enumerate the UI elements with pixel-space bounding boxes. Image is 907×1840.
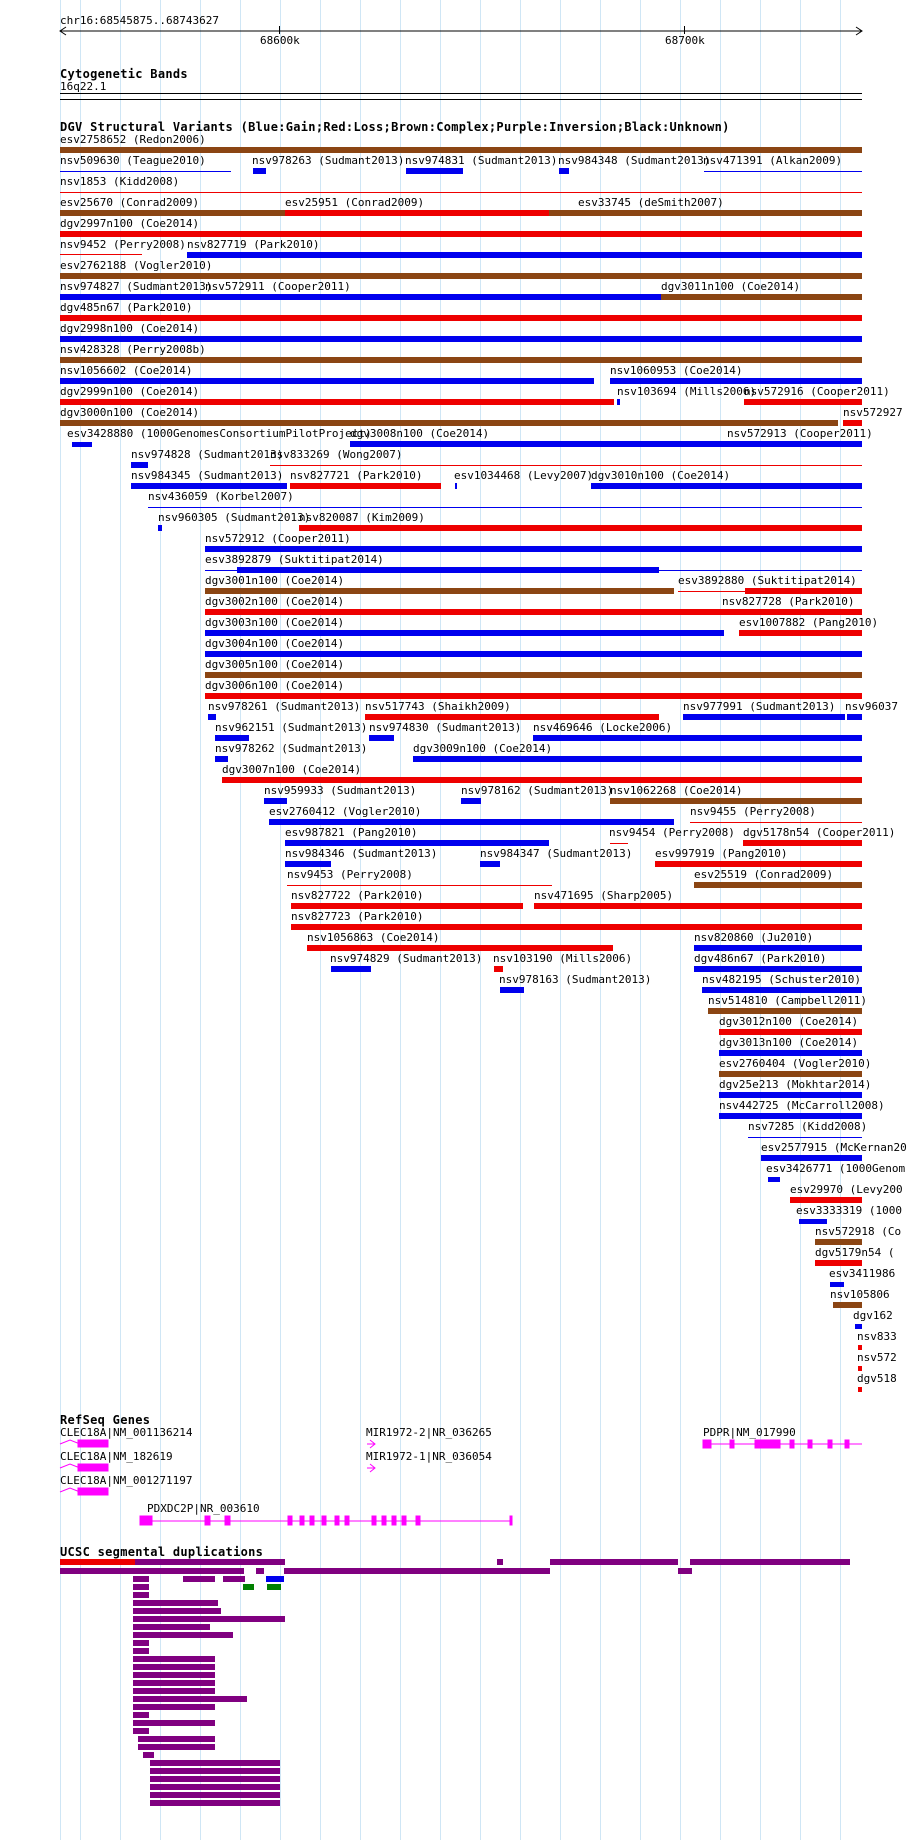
variant-bar[interactable] — [269, 819, 674, 825]
variant-bar[interactable] — [743, 840, 862, 846]
variant-label: dgv3000n100 (Coe2014) — [60, 406, 200, 419]
variant-bar[interactable] — [60, 420, 838, 426]
variant-label: nsv9453 (Perry2008) — [287, 868, 413, 881]
variant-label: esv2760412 (Vogler2010) — [269, 805, 422, 818]
variant-label: dgv162 — [853, 1309, 893, 1322]
segdup-block[interactable] — [550, 1559, 678, 1565]
variant-label: nsv959933 (Sudmant2013) — [264, 784, 417, 797]
variant-bar[interactable] — [205, 546, 862, 552]
segdup-block[interactable] — [60, 1568, 240, 1574]
segdup-block[interactable] — [133, 1680, 215, 1686]
variant-label: esv3426771 (1000Genom — [766, 1162, 906, 1175]
variant-bar[interactable] — [533, 735, 862, 741]
variant-bar[interactable] — [60, 192, 862, 193]
variant-label: nsv572913 (Cooper2011) — [727, 427, 873, 440]
variant-label: nsv820860 (Ju2010) — [694, 931, 814, 944]
segdup-block[interactable] — [133, 1688, 215, 1694]
variant-label: nsv984348 (Sudmant2013) — [558, 154, 711, 167]
variant-label: dgv5179n54 ( — [815, 1246, 895, 1259]
gene-label: PDPR|NM_017990 — [703, 1426, 796, 1439]
variant-label: dgv3013n100 (Coe2014) — [719, 1036, 859, 1049]
variant-label: nsv1060953 (Coe2014) — [610, 364, 743, 377]
segdup-block[interactable] — [138, 1744, 215, 1750]
variant-label: nsv7285 (Kidd2008) — [748, 1120, 868, 1133]
segdup-block[interactable] — [150, 1768, 280, 1774]
variant-label: dgv3009n100 (Coe2014) — [413, 742, 553, 755]
variant-label: esv3892879 (Suktitipat2014) — [205, 553, 384, 566]
variant-label: dgv2999n100 (Coe2014) — [60, 385, 200, 398]
segdup-block[interactable] — [133, 1640, 149, 1646]
variant-label: esv1007882 (Pang2010) — [739, 616, 879, 629]
variant-label: esv2758652 (Redon2006) — [60, 133, 206, 146]
variant-label: esv3333319 (1000 — [796, 1204, 902, 1217]
variant-bar[interactable] — [205, 630, 724, 636]
segdup-block[interactable] — [133, 1704, 215, 1710]
segdup-block[interactable] — [678, 1568, 692, 1574]
variant-label: dgv3005n100 (Coe2014) — [205, 658, 345, 671]
variant-label: nsv572918 (Co — [815, 1225, 902, 1238]
variant-bar[interactable] — [369, 735, 394, 741]
variant-bar[interactable] — [500, 987, 524, 993]
variant-label: nsv827719 (Park2010) — [187, 238, 320, 251]
segdup-block[interactable] — [150, 1784, 280, 1790]
variant-bar[interactable] — [830, 1282, 844, 1287]
variant-bar[interactable] — [60, 399, 614, 405]
segdup-block[interactable] — [133, 1616, 285, 1622]
variant-label: nsv978262 (Sudmant2013) — [215, 742, 368, 755]
variant-bar[interactable] — [350, 441, 728, 447]
variant-bar[interactable] — [858, 1387, 862, 1392]
variant-bar[interactable] — [253, 168, 266, 174]
variant-label: nsv9452 (Perry2008) — [60, 238, 186, 251]
variant-bar[interactable] — [158, 525, 162, 531]
variant-bar[interactable] — [60, 336, 862, 342]
variant-bar[interactable] — [205, 609, 724, 615]
variant-label: nsv105806 — [830, 1288, 890, 1301]
variant-bar[interactable] — [719, 1071, 862, 1077]
variant-label: dgv3003n100 (Coe2014) — [205, 616, 345, 629]
variant-bar[interactable] — [719, 1113, 862, 1119]
segdup-block[interactable] — [135, 1559, 285, 1565]
variant-label: nsv572912 (Cooper2011) — [205, 532, 351, 545]
variant-bar[interactable] — [722, 609, 862, 615]
variant-bar[interactable] — [655, 861, 862, 867]
variant-label: esv25951 (Conrad2009) — [285, 196, 425, 209]
variant-bar[interactable] — [205, 693, 862, 699]
variant-label: nsv471695 (Sharp2005) — [534, 889, 674, 902]
variant-bar[interactable] — [694, 882, 862, 888]
segdup-block[interactable] — [133, 1600, 218, 1606]
variant-bar[interactable] — [285, 210, 549, 216]
variant-bar[interactable] — [187, 252, 862, 258]
variant-label: dgv3001n100 (Coe2014) — [205, 574, 345, 587]
variant-label: esv25670 (Conrad2009) — [60, 196, 200, 209]
variant-label: nsv974830 (Sudmant2013) — [369, 721, 522, 734]
refseq-track-title[interactable]: RefSeq Genes — [60, 1413, 151, 1427]
variant-label: nsv978261 (Sudmant2013) — [208, 700, 361, 713]
variant-bar[interactable] — [285, 861, 331, 867]
variant-bar[interactable] — [60, 273, 862, 279]
variant-label: nsv833269 (Wong2007) — [270, 448, 403, 461]
variant-bar[interactable] — [790, 1197, 862, 1203]
segdup-block[interactable] — [133, 1592, 149, 1598]
segdup-block[interactable] — [133, 1576, 149, 1582]
variant-label: dgv3004n100 (Coe2014) — [205, 637, 345, 650]
variant-label: nsv103190 (Mills2006) — [493, 952, 633, 965]
variant-bar[interactable] — [744, 399, 862, 405]
tick-label-68700k: 68700k — [665, 34, 705, 47]
variant-label: nsv977991 (Sudmant2013) — [683, 700, 836, 713]
variant-bar[interactable] — [455, 483, 457, 489]
variant-label: nsv974827 (Sudmant2013) — [60, 280, 213, 293]
segdup-block[interactable] — [60, 1559, 135, 1565]
variant-bar[interactable] — [719, 1050, 862, 1056]
variant-bar[interactable] — [727, 441, 862, 447]
segdup-block[interactable] — [133, 1648, 149, 1654]
segdup-block[interactable] — [150, 1760, 280, 1766]
variant-label: nsv428328 (Perry2008b) — [60, 343, 206, 356]
cytoband-bar-bottom — [60, 99, 862, 100]
segdup-block[interactable] — [150, 1776, 280, 1782]
variant-bar[interactable] — [694, 966, 862, 972]
variant-bar[interactable] — [858, 1345, 862, 1350]
variant-bar[interactable] — [559, 168, 569, 174]
cytoband-track-title[interactable]: Cytogenetic Bands — [60, 67, 188, 81]
variant-label: nsv827723 (Park2010) — [291, 910, 424, 923]
variant-bar[interactable] — [719, 1092, 862, 1098]
segdup-block[interactable] — [284, 1568, 550, 1574]
segdup-block[interactable] — [133, 1584, 149, 1590]
variant-bar[interactable] — [287, 885, 552, 886]
position-label: chr16:68545875..68743627 — [60, 14, 219, 27]
variant-bar[interactable] — [131, 483, 287, 489]
tick-label-68600k: 68600k — [260, 34, 300, 47]
variant-label: nsv984345 (Sudmant2013) — [131, 469, 284, 482]
segdup-block[interactable] — [133, 1608, 221, 1614]
segdup-block[interactable] — [690, 1559, 850, 1565]
variant-bar[interactable] — [60, 254, 142, 255]
variant-bar[interactable] — [60, 357, 862, 363]
variant-label: nsv962151 (Sudmant2013) — [215, 721, 368, 734]
variant-label: nsv572927 — [843, 406, 903, 419]
variant-label: nsv482195 (Schuster2010) — [702, 973, 861, 986]
variant-label: nsv978163 (Sudmant2013) — [499, 973, 652, 986]
variant-bar[interactable] — [661, 294, 862, 300]
segdup-block[interactable] — [133, 1720, 215, 1726]
variant-bar[interactable] — [291, 924, 862, 930]
variant-label: nsv442725 (McCarroll2008) — [719, 1099, 885, 1112]
variant-bar[interactable] — [299, 525, 862, 531]
variant-label: nsv984347 (Sudmant2013) — [480, 847, 633, 860]
variant-bar[interactable] — [719, 1029, 862, 1035]
variant-label: dgv3011n100 (Coe2014) — [661, 280, 801, 293]
variant-bar[interactable] — [833, 1302, 862, 1308]
variant-label: nsv436059 (Korbel2007) — [148, 490, 294, 503]
variant-bar[interactable] — [683, 714, 845, 720]
segdup-block[interactable] — [243, 1584, 254, 1590]
variant-bar[interactable] — [215, 756, 228, 762]
gene-label: PDXDC2P|NR_003610 — [147, 1502, 260, 1515]
variant-bar[interactable] — [617, 399, 620, 405]
variant-bar[interactable] — [858, 1366, 862, 1371]
variant-label: esv29970 (Levy200 — [790, 1183, 903, 1196]
variant-label: esv987821 (Pang2010) — [285, 826, 418, 839]
segdup-block[interactable] — [133, 1696, 247, 1702]
variant-bar[interactable] — [461, 798, 481, 804]
variant-label: nsv833 — [857, 1330, 897, 1343]
variant-label: dgv3008n100 (Coe2014) — [350, 427, 490, 440]
dgv-track-title[interactable]: DGV Structural Variants (Blue:Gain;Red:Loss;Brown:Complex;Purple:Inversion;Black:Unknown) — [60, 120, 730, 134]
variant-label: nsv974828 (Sudmant2013) — [131, 448, 284, 461]
variant-bar[interactable] — [610, 843, 628, 844]
variant-label: esv2762188 (Vogler2010) — [60, 259, 213, 272]
segdup-track-title[interactable]: UCSC segmental duplications — [60, 1545, 264, 1559]
variant-label: nsv974831 (Sudmant2013) — [405, 154, 558, 167]
variant-bar[interactable] — [264, 798, 287, 804]
variant-label: nsv827721 (Park2010) — [290, 469, 423, 482]
segdup-block[interactable] — [222, 1568, 244, 1574]
variant-label: nsv514810 (Campbell2011) — [708, 994, 867, 1007]
variant-bar[interactable] — [694, 945, 862, 951]
variant-label: dgv2998n100 (Coe2014) — [60, 322, 200, 335]
variant-label: dgv3010n100 (Coe2014) — [591, 469, 731, 482]
segdup-block[interactable] — [133, 1728, 149, 1734]
variant-bar[interactable] — [60, 315, 862, 321]
segdup-block[interactable] — [150, 1792, 280, 1798]
variant-label: esv1034468 (Levy2007) — [454, 469, 594, 482]
variant-bar[interactable] — [748, 1137, 862, 1138]
variant-bar[interactable] — [591, 483, 862, 489]
variant-bar[interactable] — [413, 756, 862, 762]
variant-label: esv997919 (Pang2010) — [655, 847, 788, 860]
variant-bar[interactable] — [534, 903, 862, 909]
variant-label: nsv103694 (Mills2006) — [617, 385, 757, 398]
variant-bar[interactable] — [815, 1260, 862, 1266]
segdup-block[interactable] — [133, 1664, 215, 1670]
segdup-block[interactable] — [138, 1736, 215, 1742]
segdup-block[interactable] — [133, 1624, 210, 1630]
variant-label: esv2760404 (Vogler2010) — [719, 1057, 872, 1070]
segdup-block[interactable] — [267, 1584, 281, 1590]
segdup-block[interactable] — [133, 1712, 149, 1718]
segdup-block[interactable] — [266, 1576, 284, 1582]
variant-bar[interactable] — [702, 987, 862, 993]
gene-label: CLEC18A|NM_182619 — [60, 1450, 173, 1463]
variant-label: nsv9454 (Perry2008) — [609, 826, 735, 839]
variant-label: nsv820087 (Kim2009) — [299, 511, 425, 524]
variant-bar[interactable] — [291, 903, 523, 909]
variant-label: nsv978162 (Sudmant2013) — [461, 784, 614, 797]
variant-label: esv3411986 — [829, 1267, 896, 1280]
variant-bar[interactable] — [60, 378, 594, 384]
variant-label: esv33745 (deSmith2007) — [578, 196, 724, 209]
variant-bar[interactable] — [205, 672, 862, 678]
segdup-block[interactable] — [223, 1576, 245, 1582]
variant-bar[interactable] — [131, 462, 148, 468]
variant-bar[interactable] — [708, 1008, 862, 1014]
variant-label: esv2577915 (McKernan20 — [761, 1141, 907, 1154]
variant-label: nsv572916 (Cooper2011) — [744, 385, 890, 398]
variant-bar[interactable] — [494, 966, 503, 972]
variant-label: dgv5178n54 (Cooper2011) — [743, 826, 896, 839]
variant-label: nsv9455 (Perry2008) — [690, 805, 816, 818]
variant-bar[interactable] — [205, 588, 674, 594]
variant-label: nsv974829 (Sudmant2013) — [330, 952, 483, 965]
variant-bar[interactable] — [60, 294, 664, 300]
variant-label: nsv1062268 (Coe2014) — [610, 784, 743, 797]
variant-bar[interactable] — [290, 483, 441, 489]
variant-bar[interactable] — [690, 822, 862, 823]
variant-bar[interactable] — [215, 735, 249, 741]
segdup-block[interactable] — [497, 1559, 503, 1565]
variant-bar[interactable] — [406, 168, 463, 174]
variant-label: dgv3012n100 (Coe2014) — [719, 1015, 859, 1028]
variant-label: nsv1853 (Kidd2008) — [60, 175, 180, 188]
variant-bar[interactable] — [739, 630, 862, 636]
variant-label: dgv3007n100 (Coe2014) — [222, 763, 362, 776]
variant-bar[interactable] — [365, 714, 659, 720]
variant-label: esv3892880 (Suktitipat2014) — [678, 574, 857, 587]
segdup-block[interactable] — [133, 1656, 215, 1662]
variant-bar[interactable] — [799, 1219, 827, 1224]
variant-label: nsv469646 (Locke2006) — [533, 721, 673, 734]
variant-label: dgv3006n100 (Coe2014) — [205, 679, 345, 692]
position-ruler — [0, 0, 890, 40]
segdup-block[interactable] — [143, 1752, 154, 1758]
segdup-block[interactable] — [150, 1800, 280, 1806]
variant-bar[interactable] — [307, 945, 613, 951]
cytoband-bar-top[interactable] — [60, 93, 862, 94]
variant-label: dgv3002n100 (Coe2014) — [205, 595, 345, 608]
variant-label: dgv2997n100 (Coe2014) — [60, 217, 200, 230]
variant-bar[interactable] — [815, 1239, 862, 1245]
segdup-block[interactable] — [183, 1576, 215, 1582]
gene-label: MIR1972-2|NR_036265 — [366, 1426, 492, 1439]
variant-bar[interactable] — [222, 777, 862, 783]
variant-bar[interactable] — [285, 840, 549, 846]
variant-bar[interactable] — [60, 147, 862, 153]
segdup-block[interactable] — [256, 1568, 264, 1574]
variant-label: nsv471391 (Alkan2009) — [703, 154, 843, 167]
variant-bar[interactable] — [480, 861, 500, 867]
variant-label: nsv509630 (Teague2010) — [60, 154, 206, 167]
variant-label: nsv827722 (Park2010) — [291, 889, 424, 902]
variant-label: dgv25e213 (Mokhtar2014) — [719, 1078, 872, 1091]
variant-label: nsv984346 (Sudmant2013) — [285, 847, 438, 860]
variant-bar[interactable] — [148, 507, 862, 508]
gene-label: CLEC18A|NM_001136214 — [60, 1426, 193, 1439]
variant-label: dgv486n67 (Park2010) — [694, 952, 827, 965]
variant-label: nsv517743 (Shaikh2009) — [365, 700, 511, 713]
variant-bar[interactable] — [761, 1155, 862, 1161]
variant-label: nsv96037 — [845, 700, 898, 713]
variant-bar[interactable] — [610, 378, 862, 384]
variant-label: nsv1056863 (Coe2014) — [307, 931, 440, 944]
gene-label: CLEC18A|NM_001271197 — [60, 1474, 193, 1487]
variant-bar[interactable] — [270, 465, 862, 466]
variant-bar[interactable] — [704, 171, 862, 172]
variant-bar[interactable] — [60, 171, 231, 172]
variant-label: nsv572911 (Cooper2011) — [205, 280, 351, 293]
variant-bar[interactable] — [72, 442, 92, 447]
variant-bar[interactable] — [768, 1177, 780, 1182]
variant-bar[interactable] — [745, 588, 862, 594]
variant-label: nsv960305 (Sudmant2013) — [158, 511, 311, 524]
gene-label: MIR1972-1|NR_036054 — [366, 1450, 492, 1463]
variant-bar[interactable] — [843, 420, 862, 426]
variant-label: nsv1056602 (Coe2014) — [60, 364, 193, 377]
segdup-block[interactable] — [133, 1672, 215, 1678]
variant-bar[interactable] — [855, 1324, 862, 1329]
variant-bar[interactable] — [208, 714, 216, 720]
variant-label: esv25519 (Conrad2009) — [694, 868, 834, 881]
variant-label: esv3428880 (1000GenomesConsortiumPilotProject) — [67, 427, 372, 440]
variant-bar[interactable] — [331, 966, 371, 972]
variant-bar[interactable] — [610, 798, 862, 804]
variant-label: nsv572 — [857, 1351, 897, 1364]
variant-bar[interactable] — [205, 570, 862, 571]
variant-label: dgv518 — [857, 1372, 897, 1385]
cytoband-label: 16q22.1 — [60, 80, 107, 93]
variant-bar[interactable] — [205, 651, 862, 657]
variant-label: dgv485n67 (Park2010) — [60, 301, 193, 314]
segdup-block[interactable] — [133, 1632, 233, 1638]
variant-bar[interactable] — [847, 714, 862, 720]
variant-label: nsv978263 (Sudmant2013) — [252, 154, 405, 167]
variant-bar[interactable] — [60, 231, 862, 237]
variant-label: nsv827728 (Park2010) — [722, 595, 855, 608]
